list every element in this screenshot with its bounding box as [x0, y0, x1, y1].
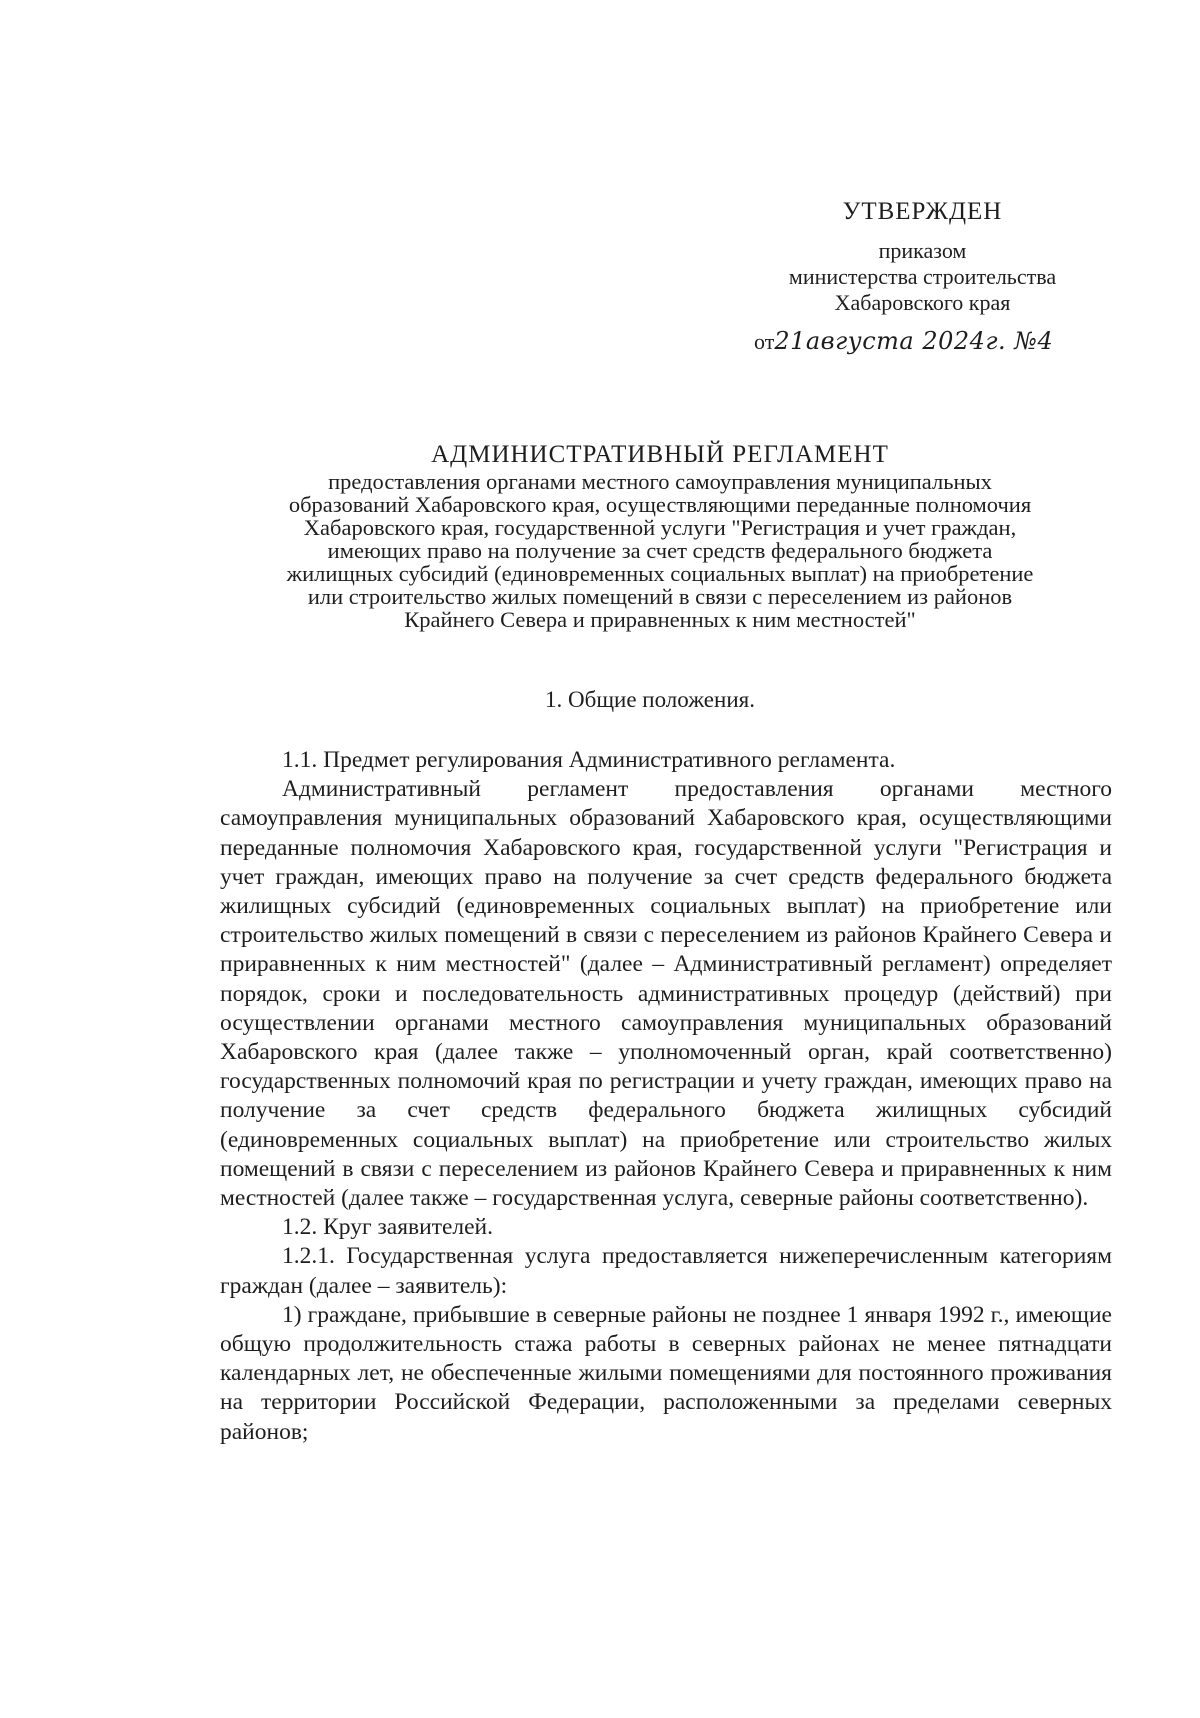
approval-stamp-block: [750, 196, 1095, 357]
approval-heading: УТВЕРЖДЕН: [842, 198, 1003, 225]
approval-date-handwritten: 21августа 2024г. №4: [774, 327, 1054, 355]
document-body: [220, 746, 1112, 1447]
document-title: АДМИНИСТРАТИВНЫЙ РЕГЛАМЕНТ: [431, 441, 889, 468]
document-subtitle-line: предоставления органами местного самоуправления муниципальных: [328, 469, 992, 494]
document-title-block: [200, 440, 1120, 631]
section-heading-general: 1. Общие положения.: [545, 687, 755, 712]
approval-date-line: [750, 326, 1095, 357]
document-subtitle-line: имеющих право на получение за счет средств федерального бюджета: [327, 538, 993, 563]
approval-line-order: приказом: [878, 238, 967, 263]
document-subtitle-line: образований Хабаровского края, осуществляющими переданные полномочия: [288, 492, 1032, 517]
subsection-heading-subject: 1.1. Предмет регулирования Административного регламента.: [282, 747, 896, 773]
body-paragraph: Административный регламент предоставления органами местного самоуправления муниципальных образований Хабаровского края, осуществляющими переданные полномочия Хабаровского края, государственной услуги "Регистрация и учет граждан, имеющих право на получение за счет средств федерального бюджета жилищных субсидий (единовременных социальных выплат) на приобретение или строительство жилых помещений в связи с переселением из районов Крайнего Севера и приравненных к ним местностей" (далее – Административный регламент) определяет порядок, сроки и последовательность административных процедур (действий) при осуществлении органами местного самоуправления муниципальных образований Хабаровского края (далее также – уполномоченный орган, край соответственно) государственных полномочий края по регистрации и учету граждан, имеющих право на получение за счет средств федерального бюджета жилищных субсидий (единовременных социальных выплат) на приобретение или строительство жилых помещений в связи с переселением из районов Крайнего Севера и приравненных к ним местностей (далее также – государственная услуга, северные районы соответственно).: [220, 776, 1112, 1212]
document-subtitle-line: или строительство жилых помещений в связи с переселением из районов: [307, 584, 1013, 609]
approval-line-ministry: министерства строительства: [788, 264, 1057, 289]
document-subtitle-line: Хабаровского края, государственной услуги "Регистрация и учет граждан,: [303, 515, 1017, 540]
document-subtitle-line: Крайнего Севера и приравненных к ним местностей": [404, 607, 916, 632]
body-paragraph: 1) граждане, прибывшие в северные районы не позднее 1 января 1992 г., имеющие общую продолжительность стажа работы в северных районах не менее пятнадцати календарных лет, не обеспеченные жилыми помещениями для постоянного проживания на территории Российской Федерации, расположенными за пределами северных районов;: [220, 1301, 1112, 1445]
subsection-heading-applicants: 1.2. Круг заявителей.: [282, 1214, 494, 1241]
approval-date-prefix: от: [754, 329, 775, 354]
document-subtitle-line: жилищных субсидий (единовременных социальных выплат) на приобретение: [286, 561, 1034, 586]
body-paragraph: 1.2.1. Государственная услуга предоставляется нижеперечисленным категориям граждан (далее – заявитель):: [220, 1243, 1112, 1299]
approval-line-region: Хабаровского края: [834, 290, 1011, 315]
